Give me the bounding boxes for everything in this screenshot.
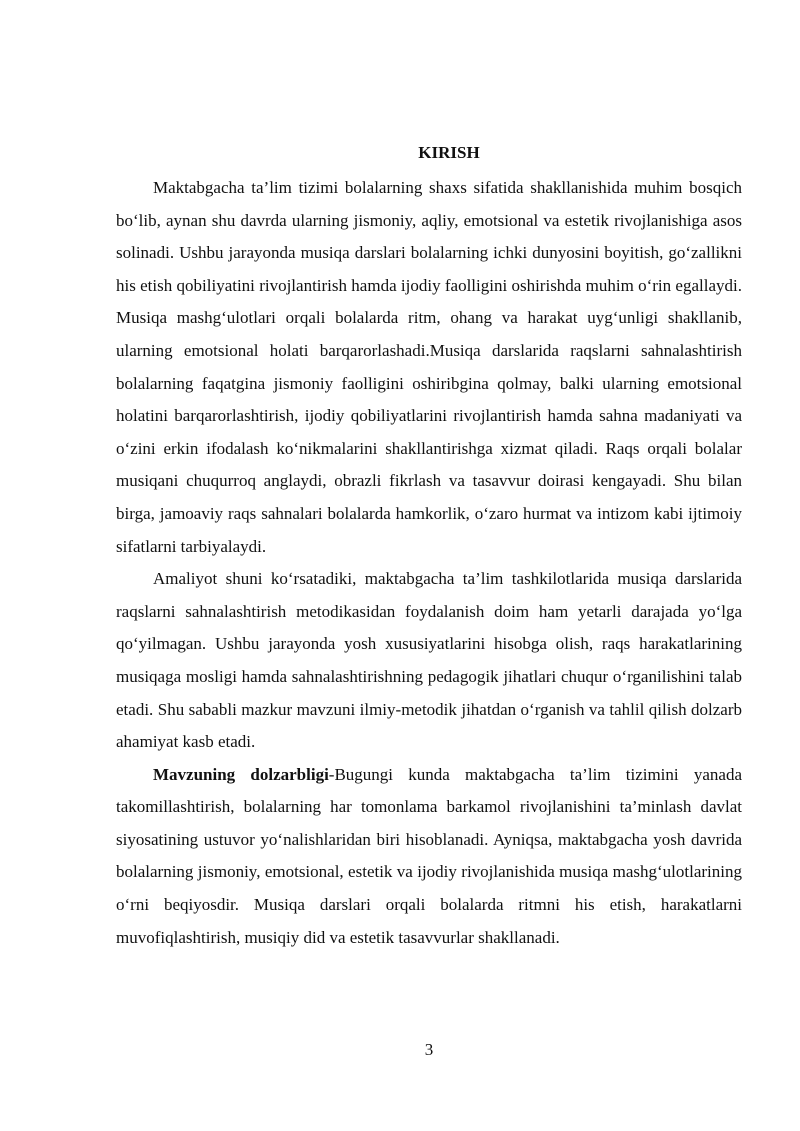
paragraph-practice (116, 563, 742, 759)
paragraph-text: Amaliyot shuni ko‘rsatadiki, maktabgacha ta’lim tashkilotlarida musiqa darslarida raqslarni sahnalashtirish metodikasidan foydalanish doim ham yetarli darajada yo‘lga qo‘yilmagan. Ushbu jarayonda yosh xususiyatlarini hisobga olish, raqs harakatlarining musiqaga mosligi hamda sahnalashtirishning pedagogik jihatlari chuqur o‘rganilishini talab etadi. Shu sababli mazkur mavzuni ilmiy-metodik jihatdan o‘rganish va tahlil qilish dolzarb ahamiyat kasb etadi. (116, 569, 742, 752)
document-page (116, 140, 742, 954)
paragraph-lead-heading: Mavzuning dolzarbligi (153, 764, 329, 784)
paragraph-relevance (116, 759, 742, 955)
paragraph-text: -Bugungi kunda maktabgacha ta’lim tizimini yanada takomillashtirish, bolalarning har tomonlama barkamol rivojlanishini ta’minlash davlat siyosatining ustuvor yo‘nalishlaridan biri hisoblanadi. Ayniqsa, maktabgacha yosh davrida bolalarning jismoniy, emotsional, estetik va ijodiy rivojlanishida musiqa mashg‘ulotlarining o‘rni beqiyosdir. Musiqa darslari orqali bolalarda ritmni his etish, harakatlarni muvofiqlashtirish, musiqiy did va estetik tasavvurlar shakllanadi. (116, 764, 742, 947)
page-number: 3 (424, 1040, 434, 1059)
paragraph-text: Maktabgacha ta’lim tizimi bolalarning shaxs sifatida shakllanishida muhim bosqich bo‘lib, aynan shu davrda ularning jismoniy, aqliy, emotsional va estetik rivojlanishiga asos solinadi. Ushbu jarayonda musiqa darslari bolalarning ichki dunyosini boyitish, go‘zallikni his etish qobiliyatini rivojlantirish hamda ijodiy faolligini oshirishda muhim o‘rin egallaydi. Musiqa mashg‘ulotlari orqali bolalarda ritm, ohang va harakat uyg‘unligi shakllanib, ularning emotsional holati barqarorlashadi.Musiqa darslarida raqslarni sahnalashtirish bolalarning faqatgina jismoniy faolligini oshiribgina qolmay, balki ularning emotsional holatini barqarorlashtirish, ijodiy qobiliyatlarini rivojlantirish hamda sahna madaniyati va o‘zini erkin ifodalash ko‘nikmalarini shakllantirishga xizmat qiladi. Raqs orqali bolalar musiqani chuqurroq anglaydi, obrazli fikrlash va tasavvur doirasi kengayadi. Shu bilan birga, jamoaviy raqs sahnalari bolalarda hamkorlik, o‘zaro hurmat va intizom kabi ijtimoiy sifatlarni tarbiyalaydi. (116, 178, 742, 556)
section-title: KIRISH (418, 143, 480, 162)
paragraph-introduction (116, 172, 742, 563)
